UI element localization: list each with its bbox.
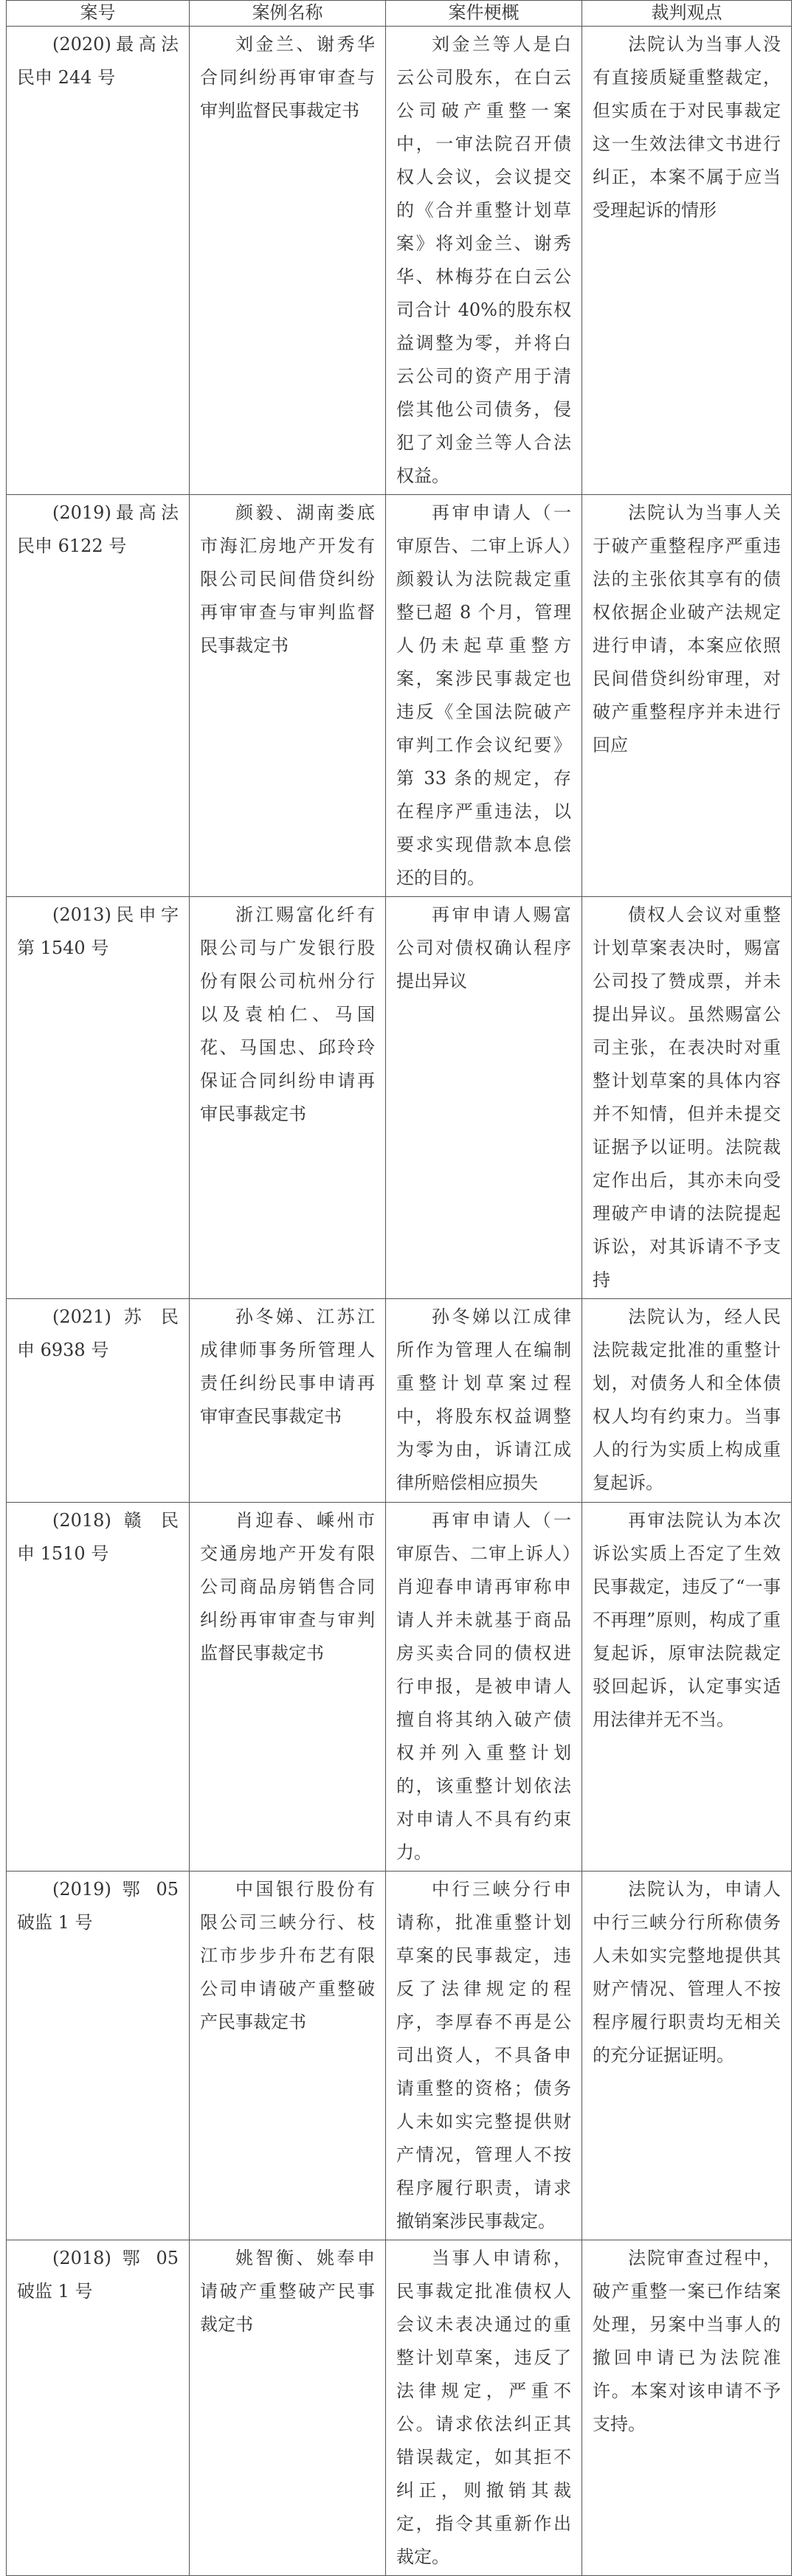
summary-cell: 当事人申请称，民事裁定批准债权人会议未表决通过的重整计划草案，违反了法律规定，严重不公。请求依法纠正其错误裁定，如其拒不纠正，则撤销其裁定，指令其重新作出裁定。 xyxy=(386,2240,582,2576)
ruling-cell: 法院认为，经人民法院裁定批准的重整计划，对债务人和全体债权人均有约束力。当事人的行为实质上构成重复起诉。 xyxy=(582,1299,792,1503)
table-row xyxy=(7,1299,792,1503)
summary-cell: 刘金兰等人是白云公司股东，在白云公司破产重整一案中，一审法院召开债权人会议，会议提交的《合并重整计划草案》将刘金兰、谢秀华、林梅芬在白云公司合计 40%的股东权益调整为零，并将白云公司的资产用于清偿其他公司债务，侵犯了刘金兰等人合法权益。 xyxy=(386,27,582,495)
table-row xyxy=(7,495,792,897)
header-case-no: 案号 xyxy=(7,1,190,27)
ruling-cell: 再审法院认为本次诉讼实质上否定了生效民事裁定，违反了“一事不再理”原则，构成了重复起诉，原审法院裁定驳回起诉，认定事实适用法律并无不当。 xyxy=(582,1503,792,1872)
case-no-cell: (2018) 鄂 05 破监 1 号 xyxy=(7,2240,190,2576)
case-name-cell: 中国银行股份有限公司三峡分行、枝江市步步升布艺有限公司申请破产重整破产民事裁定书 xyxy=(190,1872,386,2240)
table-row xyxy=(7,27,792,495)
table-row xyxy=(7,1503,792,1872)
summary-cell: 中行三峡分行申请称，批准重整计划草案的民事裁定，违反了法律规定的程序，李厚春不再是公司出资人，不具备申请重整的资格；债务人未如实完整提供财产情况，管理人不按程序履行职责，请求撤销案涉民事裁定。 xyxy=(386,1872,582,2240)
case-no-cell: (2019) 鄂 05 破监 1 号 xyxy=(7,1872,190,2240)
ruling-cell: 法院认为，申请人中行三峡分行所称债务人未如实完整地提供其财产情况、管理人不按程序履行职责均无相关的充分证据证明。 xyxy=(582,1872,792,2240)
header-summary: 案件梗概 xyxy=(386,1,582,27)
summary-cell: 孙冬娣以江成律所作为管理人在编制重整计划草案过程中，将股东权益调整为零为由，诉请江成律所赔偿相应损失 xyxy=(386,1299,582,1503)
ruling-cell: 法院审查过程中，破产重整一案已作结案处理，另案中当事人的撤回申请已为法院准许。本案对该申请不予支持。 xyxy=(582,2240,792,2576)
ruling-cell: 法院认为当事人关于破产重整程序严重违法的主张依其享有的债权依据企业破产法规定进行申请，本案应依照民间借贷纠纷审理，对破产重整程序并未进行回应 xyxy=(582,495,792,897)
case-no-cell: (2021) 苏 民 申 6938 号 xyxy=(7,1299,190,1503)
ruling-cell: 法院认为当事人没有直接质疑重整裁定，但实质在于对民事裁定这一生效法律文书进行纠正，本案不属于应当受理起诉的情形 xyxy=(582,27,792,495)
summary-cell: 再审申请人（一审原告、二审上诉人）颜毅认为法院裁定重整已超 8 个月，管理人仍未起草重整方案，案涉民事裁定也违反《全国法院破产审判工作会议纪要》第 33 条的规定，存在程序严重违法，以要求实现借款本息偿还的目的。 xyxy=(386,495,582,897)
case-no-cell: (2020)最高法民申 244 号 xyxy=(7,27,190,495)
case-name-cell: 刘金兰、谢秀华合同纠纷再审审查与审判监督民事裁定书 xyxy=(190,27,386,495)
case-name-cell: 肖迎春、嵊州市交通房地产开发有限公司商品房销售合同纠纷再审审查与审判监督民事裁定书 xyxy=(190,1503,386,1872)
table-row xyxy=(7,897,792,1299)
case-name-cell: 孙冬娣、江苏江成律师事务所管理人责任纠纷民事申请再审审查民事裁定书 xyxy=(190,1299,386,1503)
summary-cell: 再审申请人（一审原告、二审上诉人）肖迎春申请再审称申请人并未就基于商品房买卖合同的债权进行申报，是被申请人擅自将其纳入破产债权并列入重整计划的，该重整计划依法对申请人不具有约束力。 xyxy=(386,1503,582,1872)
case-table xyxy=(6,0,792,2576)
case-name-cell: 颜毅、湖南娄底市海汇房地产开发有限公司民间借贷纠纷再审审查与审判监督民事裁定书 xyxy=(190,495,386,897)
summary-cell: 再审申请人赐富公司对债权确认程序提出异议 xyxy=(386,897,582,1299)
ruling-cell: 债权人会议对重整计划草案表决时，赐富公司投了赞成票，并未提出异议。虽然赐富公司主张，在表决时对重整计划草案的具体内容并不知情，但并未提交证据予以证明。法院裁定作出后，其亦未向受理破产申请的法院提起诉讼，对其诉请不予支持 xyxy=(582,897,792,1299)
case-no-cell: (2013)民申字第 1540 号 xyxy=(7,897,190,1299)
header-ruling: 裁判观点 xyxy=(582,1,792,27)
case-name-cell: 浙江赐富化纤有限公司与广发银行股份有限公司杭州分行以及袁柏仁、马国花、马国忠、邱玲玲保证合同纠纷申请再审民事裁定书 xyxy=(190,897,386,1299)
case-no-cell: (2018) 赣 民 申 1510 号 xyxy=(7,1503,190,1872)
table-row xyxy=(7,1872,792,2240)
case-no-cell: (2019)最高法民申 6122 号 xyxy=(7,495,190,897)
case-name-cell: 姚智衡、姚奉申请破产重整破产民事裁定书 xyxy=(190,2240,386,2576)
table-row xyxy=(7,2240,792,2576)
header-case-name: 案例名称 xyxy=(190,1,386,27)
header-row xyxy=(7,1,792,27)
